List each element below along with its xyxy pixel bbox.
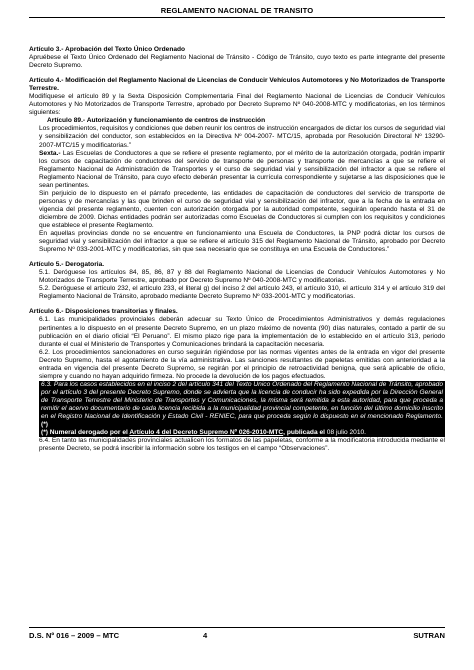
repealed-article-6-3 bbox=[39, 381, 445, 437]
repeal-date: 08 julio 2010. bbox=[326, 429, 367, 437]
sexta-disposicion bbox=[29, 150, 445, 190]
article-4-title: Artículo 4.- Modificación del Reglamento Nacional de Licencias de Conducir Vehículos Automotores y No Motorizados de Transporte Terrestre. bbox=[29, 77, 445, 93]
footer-decree: D.S. Nº 016 – 2009 – MTC bbox=[29, 631, 120, 640]
article-5-title: Artículo 5.- Derogatoria. bbox=[29, 261, 105, 269]
article-6-4: 6.4. En tanto las municipalidades provinciales actualicen los formatos de las papeletas, conforme a la modificatoria introducida mediante el presente Decreto, se podrá inscribir la información sobre los testigos en el campo “Observaciones”. bbox=[39, 437, 445, 453]
footer-agency: SUTRAN bbox=[413, 631, 445, 640]
repeal-link[interactable]: Artículo 4 del Decreto Supremo Nº 026-2010-MTC bbox=[129, 429, 284, 437]
sexta-body: Las Escuelas de Conductores a que se refiere el presente reglamento, por el mérito de la autorización otorgada, podrán impartir los cursos de capacitación de conductores del servicio de transporte de personas y transporte de mercancías a que se refiere el Reglamento Nacional de Administración de Transportes y el curso de seguridad vial y sensibilización del infractor a que se refiere el Reglamento Nacional de Tránsito, para cuyo efecto deberán presentar la currícula correspondiente y sujetarse a las disposiciones que le sean pertinentes. bbox=[39, 149, 445, 189]
sexta-paragraph-2: Sin perjuicio de lo dispuesto en el párrafo precedente, las entidades de capacitación de conductores del servicio de transporte de personas y de mercancías y las que brinden el curso de seguridad vial y sensibilización del infractor, que a la fecha de la entrada en vigencia del presente reglamento, cuenten con autorización otorgada por la autoridad competente, seguirán operando hasta el 31 de diciembre de 2009. Dichas entidades podrán ser autorizadas como Escuelas de Conductores si cumplen con los requisitos y condiciones que establece el presente Reglamento. bbox=[39, 189, 445, 229]
article-6-1: 6.1. Las municipalidades provinciales deberán adecuar su Texto Único de Procedimientos Administrativos y demás regulaciones pertinentes a lo dispuesto en el presente Decreto Supremo, en un plazo máximo de noventa (90) días naturales, contado a partir de su publicación en el diario oficial “El Peruano”. El mismo plazo rige para la implementación de lo establecido en el artículo 313, periodo durante el cual el Ministerio de Transportes y Comunicaciones brindará la capacitación necesaria. bbox=[39, 316, 445, 348]
repeal-note bbox=[41, 429, 443, 437]
document-page bbox=[29, 0, 445, 670]
sexta-label: Sexta.- bbox=[39, 149, 61, 157]
article-3-title: Artículo 3.- Aprobación del Texto Único Ordenado bbox=[29, 46, 186, 53]
footer-rule bbox=[29, 627, 445, 628]
article-6-title: Artículo 6.- Disposiciones transitorias y finales. bbox=[29, 308, 178, 316]
article-5-1: 5.1. Deróguese los artículos 84, 85, 86, 87 y 88 del Reglamento Nacional de Licencias de Conducir Vehículos Automotores y No Motorizados de Transporte Terrestre, aprobado por Decreto Supremo Nº 040-2008-MTC y modificatorias. bbox=[39, 269, 445, 285]
article-3-body: Apruébese el Texto Único Ordenado del Reglamento Nacional de Tránsito - Código de Tránsito, cuyo texto es parte integrante del presente Decreto Supremo. bbox=[29, 54, 445, 70]
article-6-3-mark: (*) bbox=[41, 421, 48, 429]
article-6-3 bbox=[41, 381, 443, 429]
article-6-3-text: 6.3. Para los casos establecidos en el inciso 2 del artículo 341 del Texto Único Ordenado del Reglamento Nacional de Tránsito, aprobado por el artículo 3 del presente Decreto Supremo, donde se advierta que la licencia de conducir ha sido expedida por la Dirección General de Transporte Terrestre del Ministerio de Transportes y Comunicaciones, la misma será remitida a esta autoridad, para que proceda a remitir el acervo documentario de cada licencia recibida a la municipalidad provincial competente, en función del último domicilio inscrito en el Registro Nacional de Identificación y Estado Civil - RENIEC, para que proceda según lo dispuesto en el mencionado Reglamento. bbox=[41, 380, 443, 421]
article-4-intro: Modifíquese el artículo 89 y la Sexta Disposición Complementaria Final del Reglamento Nacional de Licencias de Conducir Vehículos Automotores y No Motorizados de Transporte Terrestre, aprobado por Decreto Supremo Nº 040-2008-MTC y modificatorias, en los términos siguientes: bbox=[29, 93, 445, 117]
header-rule bbox=[29, 17, 445, 18]
page-number: 4 bbox=[203, 631, 208, 640]
article-89-title: Artículo 89.- Autorización y funcionamiento de centros de instrucción bbox=[47, 117, 266, 125]
repeal-note-prefix: (*) Numeral derogado por el bbox=[41, 429, 130, 437]
article-89-body: Los procedimientos, requisitos y condiciones que deben reunir los centros de instrucción encargados de dictar los cursos de seguridad vial y sensibilización del conductor, son establecidos en la Directiva Nº 004-2007- MTC/15, aprobada por Resolución Directoral Nº 13290-2007-MTC/15 y modificatorias.” bbox=[39, 125, 445, 149]
sexta-paragraph-3: En aquellas provincias donde no se encuentre en funcionamiento una Escuela de Conductores, la PNP podrá dictar los cursos de seguridad vial y sensibilización del infractor a que se refiere el artículo 315 del Reglamento Nacional de Tránsito, aprobado por Decreto Supremo Nº 033-2001-MTC y modificatorias, sin que sea necesario que se constituya en una Escuela de Conductores.” bbox=[39, 230, 445, 254]
page-content bbox=[29, 46, 445, 453]
article-6-2: 6.2. Los procedimientos sancionadores en curso seguirán rigiéndose por las normas vigentes antes de la entrada en vigor del presente Decreto Supremo, hasta el agotamiento de la vía administrativa. Las sanciones resultantes de papeletas emitidas con anterioridad a la entrada en vigencia del presente Decreto Supremo, se regirán por el principio de retroactividad benigna, que será aplicable de oficio, siempre y cuando no hayan adquirido firmeza. No procede la devolución de los pagos efectuados. bbox=[39, 348, 445, 380]
page-header: REGLAMENTO NACIONAL DE TRANSITO bbox=[160, 6, 314, 15]
repeal-note-middle: , publicada el bbox=[283, 429, 327, 437]
article-5-2: 5.2. Deróguese el artículo 232, el artículo 233, el literal g) del inciso 2 del artículo 243, el artículo 310, el artículo 314 y el artículo 319 del Reglamento Nacional de Tránsito, aprobado mediante Decreto Supremo Nº 033-2001-MTC y modificatorias. bbox=[39, 285, 445, 301]
